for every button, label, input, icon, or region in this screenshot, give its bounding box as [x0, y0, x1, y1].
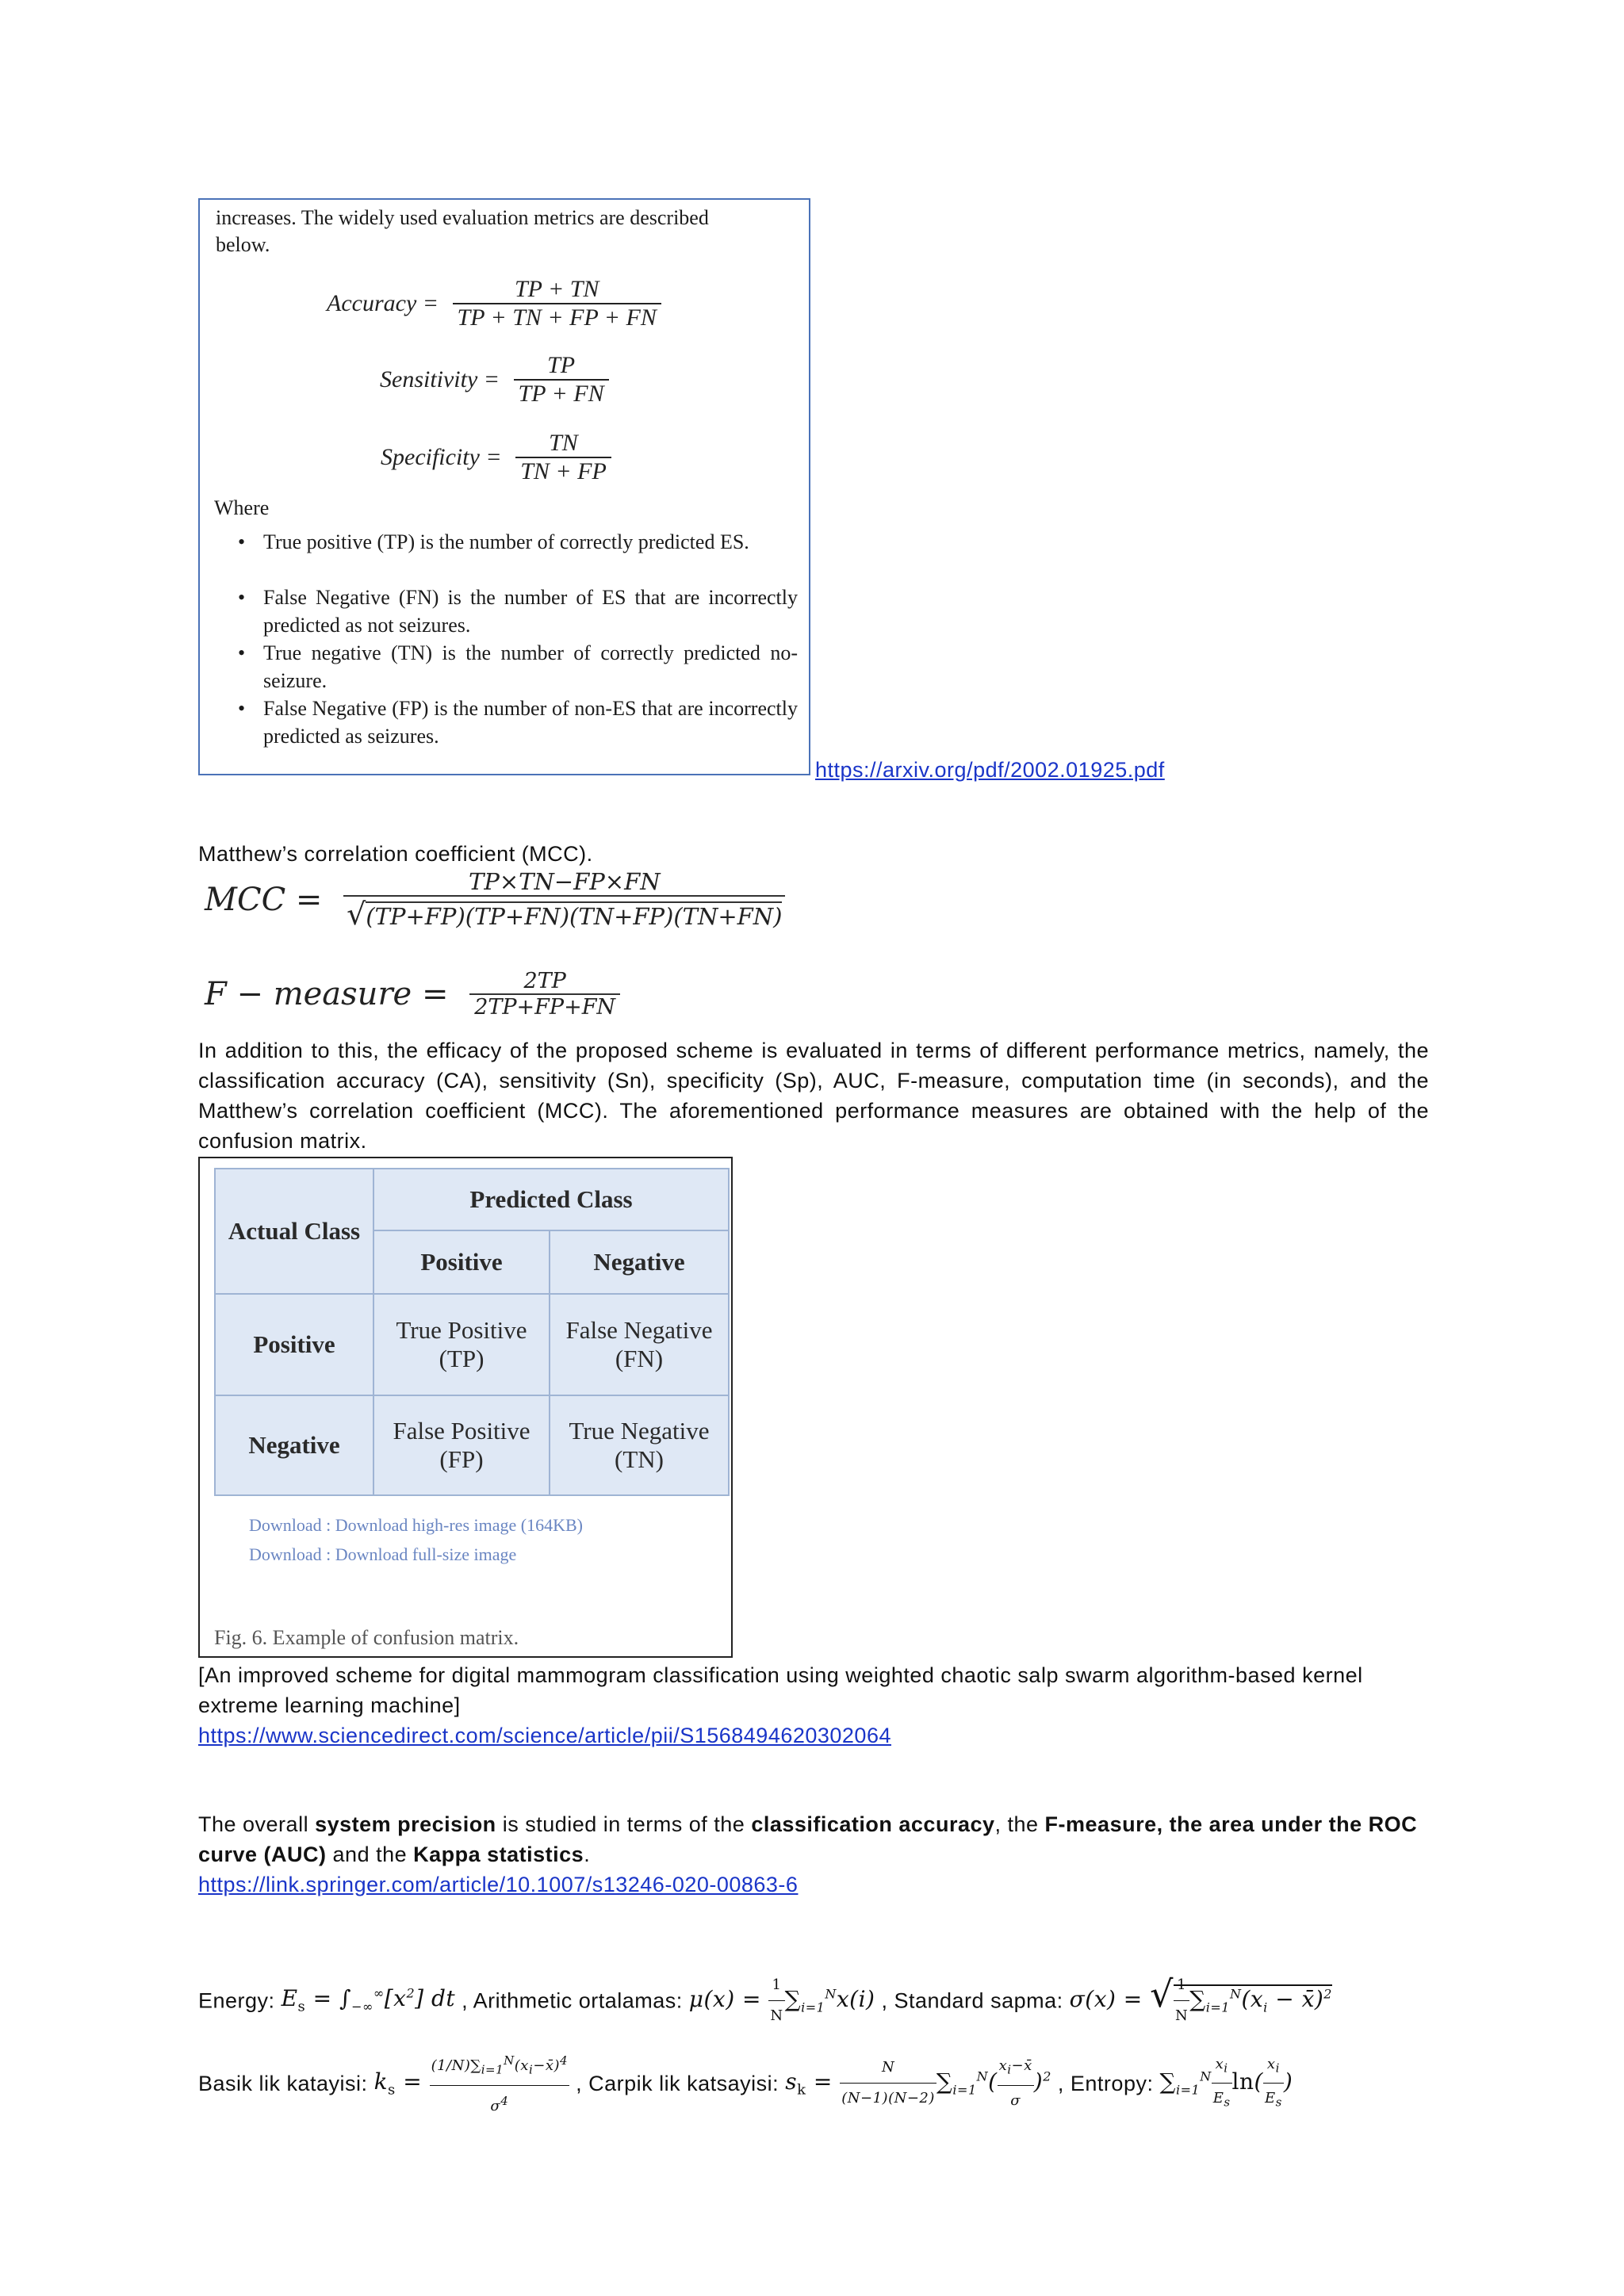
actual-negative-header: Negative: [215, 1395, 373, 1495]
true-positive-cell: [373, 1294, 550, 1395]
bullet-tn-text: True negative (TN) is the number of correctly predicted no-seizure.: [263, 641, 798, 692]
sensitivity-equation: [380, 352, 609, 408]
tp-abbr: (TP): [439, 1345, 485, 1372]
mcc-lhs: MCC =: [205, 882, 323, 918]
bullet-tn: • True negative (TN) is the number of correctly predicted no-seizure.: [238, 639, 798, 695]
fmeasure-numerator: 2TP: [469, 969, 620, 995]
sensitivity-label: Sensitivity =: [380, 366, 500, 392]
figure-intro-line2: below.: [216, 233, 270, 256]
fn-label: False Negative: [565, 1316, 713, 1344]
predicted-negative-header: Negative: [550, 1230, 729, 1294]
mcc-numerator: TP×TN−FP×FN: [343, 868, 785, 897]
accuracy-label: Accuracy =: [327, 290, 439, 316]
bullet-fp: • False Negative (FP) is the number of non-ES that are incorrectly predicted as seizures.: [238, 695, 798, 750]
mcc-denominator: (TP+FP)(TP+FN)(TN+FP)(TN+FN): [366, 903, 783, 930]
tp-label: True Positive: [396, 1316, 527, 1344]
entropy-label: , Entropy:: [1057, 2071, 1154, 2095]
entropy-formula: $\sum_{i=1}^N$ $\frac{x_i}{E_s}$ ln( $\frac{x_i}{E_s}$ ): [1159, 2068, 1293, 2095]
evaluation-metrics-figure: [198, 198, 810, 775]
mean-formula: μ(x) = $\frac{1}{N}$ $\sum_{i=1}^Nx(i)$: [689, 1986, 875, 2012]
predicted-class-header: Predicted Class: [373, 1169, 729, 1230]
formulas-row-2: [198, 2045, 1293, 2122]
fp-label: False Positive: [393, 1417, 530, 1445]
figure-intro-line1: increases. The widely used evaluation metrics are described: [216, 206, 709, 229]
predicted-positive-header: Positive: [373, 1230, 550, 1294]
false-negative-cell: [550, 1294, 729, 1395]
p2-text-3: , the: [994, 1812, 1045, 1836]
false-positive-cell: [373, 1395, 550, 1495]
kurtosis-label: Basik lik katayisi:: [198, 2071, 368, 2095]
p2-bold-fmeasure-auc: F-measure, the area under the ROC curve (AUC): [198, 1812, 1418, 1866]
actual-class-header: Actual Class: [215, 1169, 373, 1294]
fmeasure-denominator: 2TP+FP+FN: [474, 995, 616, 1020]
download-highres-link[interactable]: Download : Download high-res image (164KB): [249, 1515, 583, 1535]
energy-label: Energy:: [198, 1988, 275, 2013]
mcc-equation: [205, 868, 785, 932]
skew-formula: $s_k$ = $\frac{N}{(N-1)(N-2)}$ $\sum_{i=1}^N$( $\frac{x_i-x̄}{\sigma}$ )$^2$: [785, 2068, 1051, 2095]
true-negative-cell: [550, 1395, 729, 1495]
p2-text-1: The overall: [198, 1812, 316, 1836]
sqrt-icon: √: [1150, 1973, 1174, 2015]
tn-label: True Negative: [569, 1417, 710, 1445]
bullet-fn: • False Negative (FN) is the number of ES that are incorrectly predicted as not seizures.: [238, 584, 798, 639]
fn-abbr: (FN): [615, 1345, 664, 1372]
sensitivity-denominator: TP + FN: [518, 381, 604, 407]
formulas-row-1: [198, 1970, 1332, 2031]
fmeasure-equation: [205, 969, 620, 1020]
sqrt-icon: √: [347, 897, 366, 932]
sciencedirect-link[interactable]: https://www.sciencedirect.com/science/article/pii/S1568494620302064: [198, 1724, 891, 1747]
accuracy-numerator: TP + TN: [453, 276, 661, 304]
where-label: Where: [214, 496, 270, 519]
p2-text-2: is studied in terms of the: [496, 1812, 752, 1836]
std-label: , Standard sapma:: [881, 1988, 1063, 2013]
springer-link[interactable]: https://link.springer.com/article/10.1007/s13246-020-00863-6: [198, 1873, 799, 1896]
p2-bold-kappa: Kappa statistics: [413, 1843, 584, 1866]
p2-bold-classification-accuracy: classification accuracy: [751, 1812, 995, 1836]
specificity-equation: [381, 430, 611, 485]
arxiv-link[interactable]: https://arxiv.org/pdf/2002.01925.pdf: [815, 758, 1165, 782]
fmeasure-lhs: F − measure =: [205, 976, 449, 1012]
accuracy-equation: [327, 276, 661, 331]
precision-paragraph: [198, 1809, 1435, 1869]
confusion-matrix-table: [214, 1168, 730, 1496]
mean-label: , Arithmetic ortalamas:: [462, 1988, 683, 2013]
skew-label: , Carpik lik katsayisi:: [576, 2071, 779, 2095]
energy-formula: $E_s = \int_{-\infty}^\infty[x^2]$ dt: [281, 1985, 456, 2015]
p2-text-4: and the: [326, 1843, 414, 1866]
specificity-numerator: TN: [515, 430, 611, 458]
confusion-matrix-figure: [198, 1157, 733, 1658]
kurtosis-formula: $k_s$ = $\frac{(1/N)\sum_{i=1}^N(x_i-x̄)^4}{\sigma^4}$: [374, 2068, 570, 2095]
specificity-label: Specificity =: [381, 444, 502, 470]
bullet-fp-text: False Negative (FP) is the number of non-ES that are incorrectly predicted as seizures.: [263, 697, 798, 748]
bullet-fn-text: False Negative (FN) is the number of ES that are incorrectly predicted as not seizures.: [263, 586, 798, 637]
tn-abbr: (TN): [615, 1445, 664, 1473]
metrics-paragraph: In addition to this, the efficacy of the proposed scheme is evaluated in terms of different performance metrics, namely, the classification accuracy (CA), sensitivity (Sn), specificity (Sp), AUC, F-measure, computation time (in seconds), and the Matthew’s correlation coefficient (MCC). The aforementioned performance measures are obtained with the help of the confusion matrix.: [198, 1039, 1429, 1153]
bullet-tp: • True positive (TP) is the number of correctly predicted ES.: [238, 528, 798, 556]
confusion-figure-caption: Fig. 6. Example of confusion matrix.: [214, 1626, 519, 1649]
mcc-caption: Matthew’s correlation coefficient (MCC).: [198, 842, 593, 866]
specificity-denominator: TN + FP: [520, 458, 607, 484]
accuracy-denominator: TP + TN + FP + FN: [457, 304, 657, 331]
bullet-tp-text: True positive (TP) is the number of correctly predicted ES.: [263, 530, 749, 553]
p2-text-5: .: [584, 1843, 591, 1866]
fp-abbr: (FP): [439, 1445, 484, 1473]
download-fullsize-link[interactable]: Download : Download full-size image: [249, 1544, 517, 1564]
std-formula: σ(x) = √ $\frac{1}{N}$ $\sum_{i=1}^N(x_i$ − x̄)$^2$: [1070, 1986, 1332, 2012]
sensitivity-numerator: TP: [514, 352, 609, 381]
p2-bold-system-precision: system precision: [315, 1812, 496, 1836]
citation-text: [An improved scheme for digital mammogram classification using weighted chaotic salp swarm algorithm-based kernel extreme learning machine]: [198, 1663, 1363, 1717]
actual-positive-header: Positive: [215, 1294, 373, 1395]
